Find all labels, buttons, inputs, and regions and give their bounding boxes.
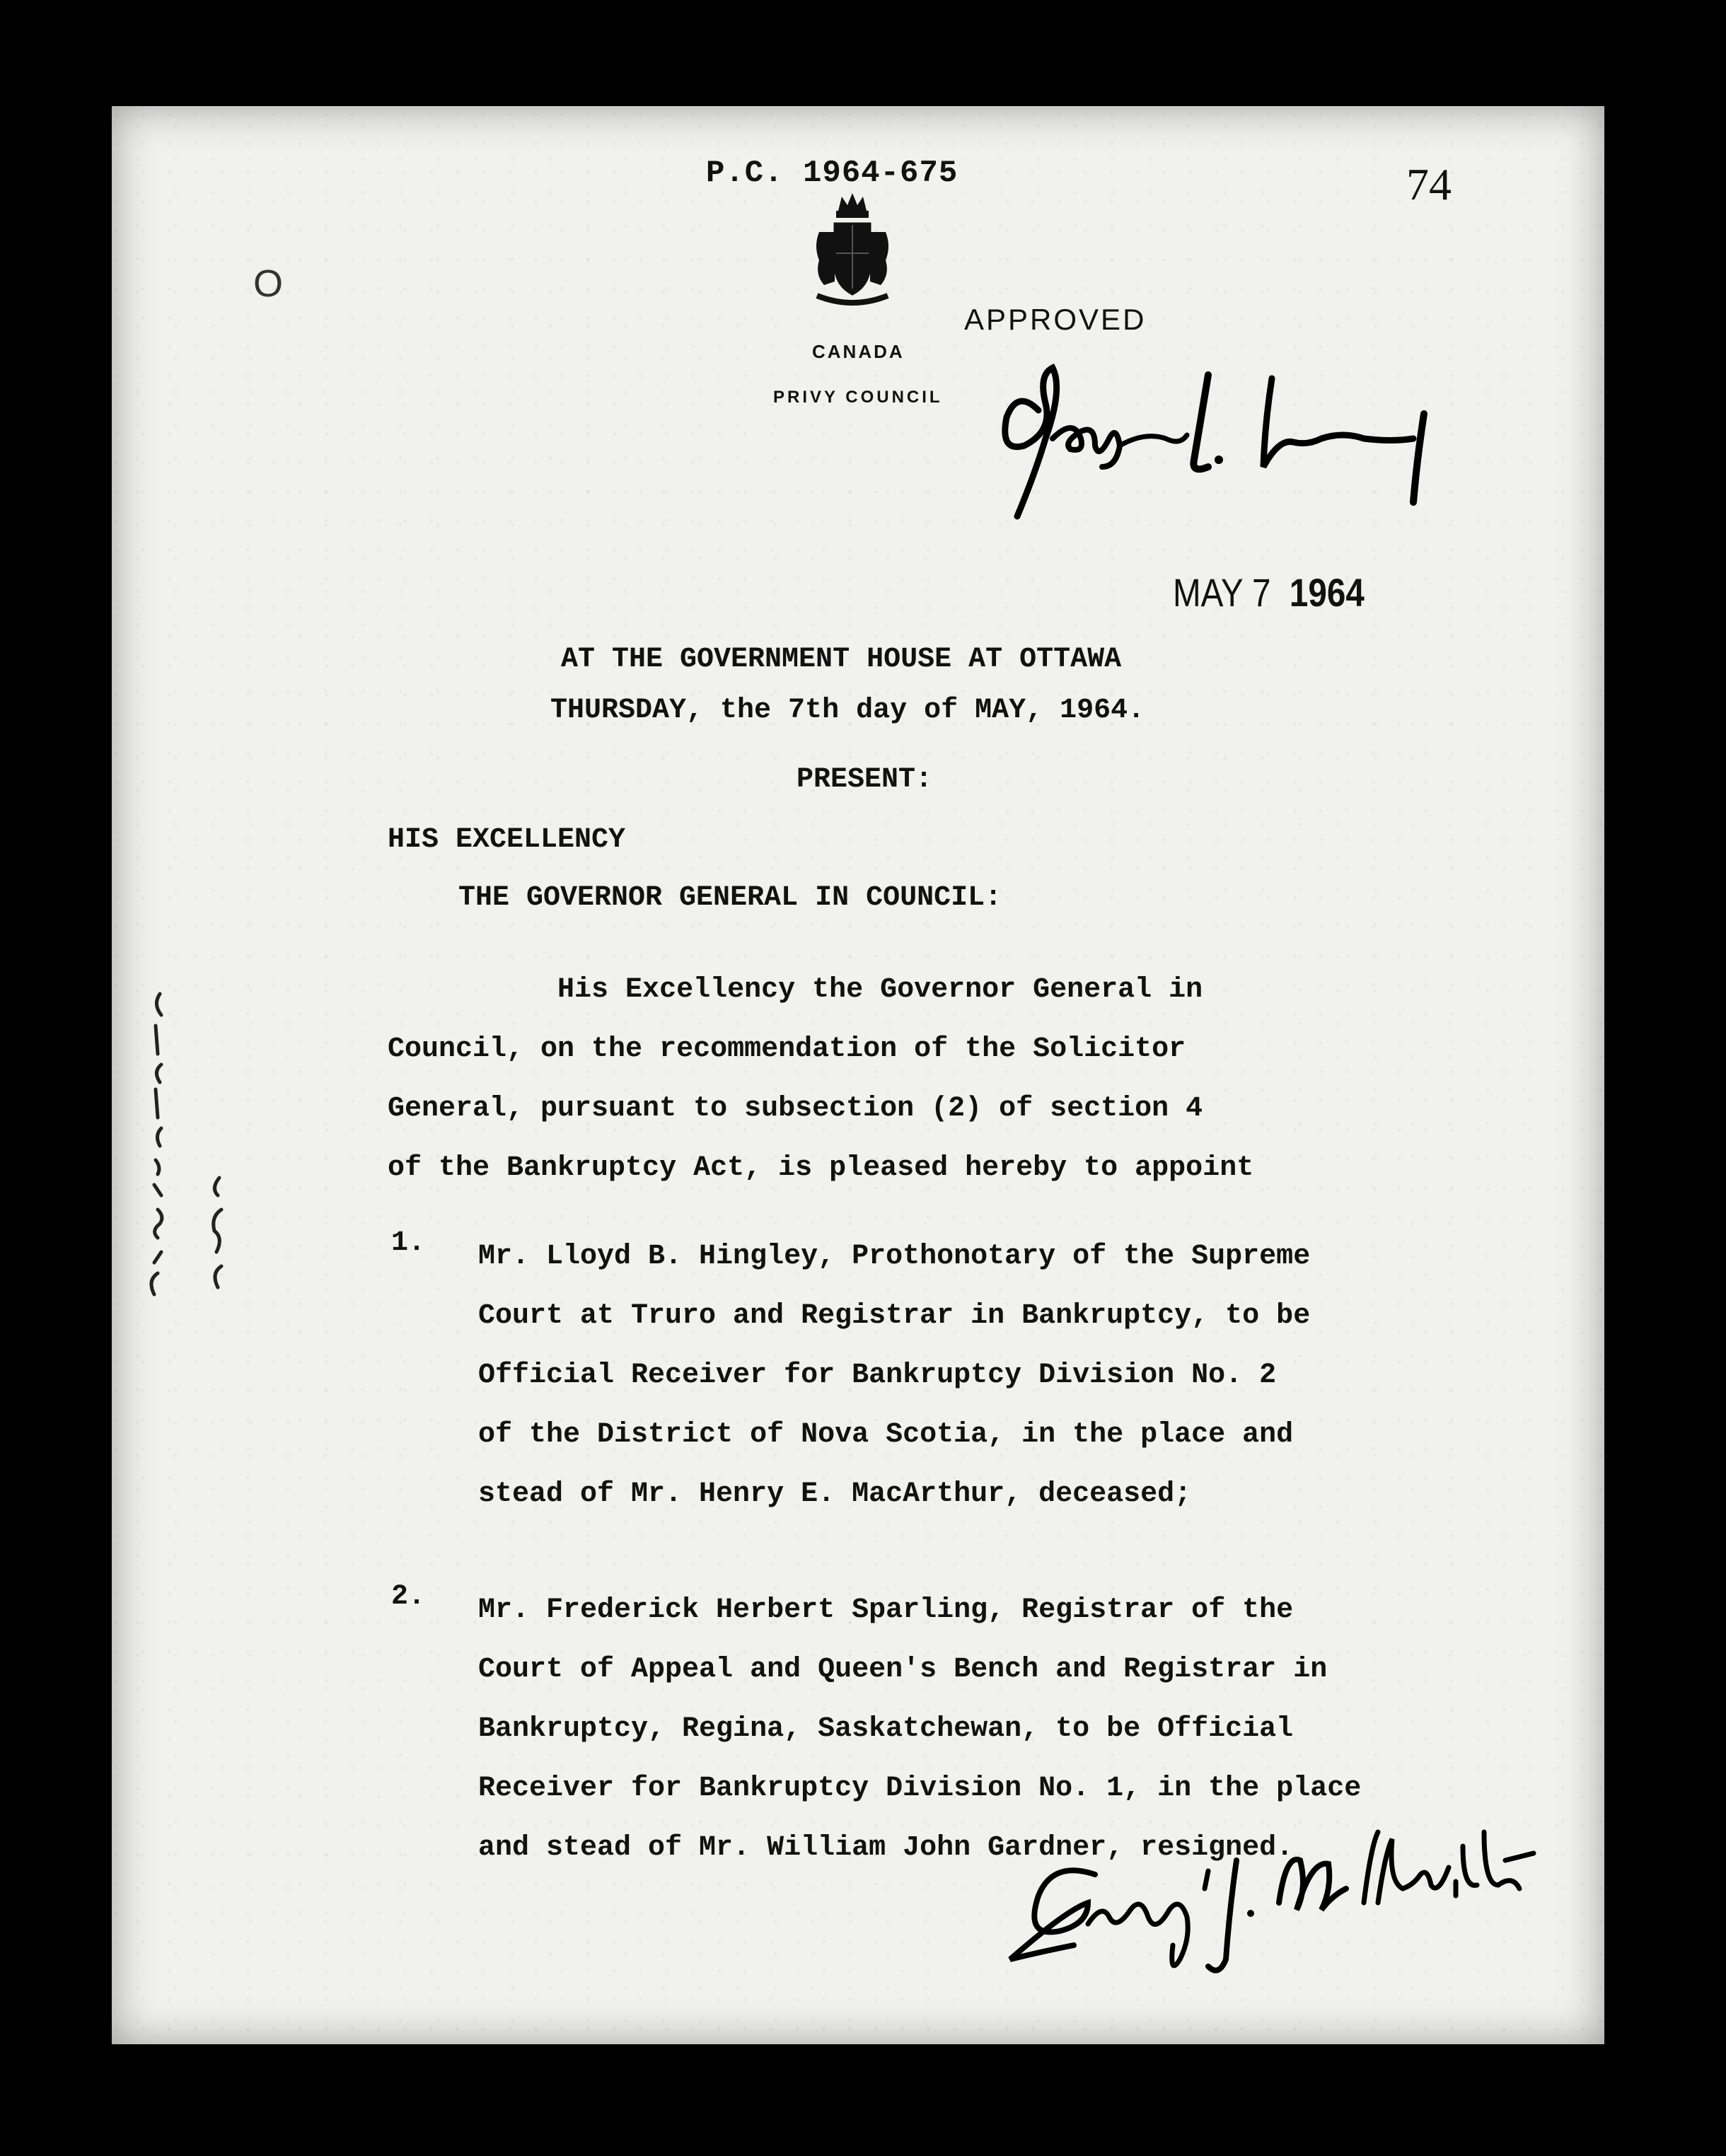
- approved-stamp: APPROVED: [964, 303, 1147, 336]
- date-heading: THURSDAY, the 7th day of MAY, 1964.: [550, 695, 1145, 726]
- item-line: of the District of Nova Scotia, in the place and: [478, 1419, 1294, 1451]
- received-date-stamp: [1173, 569, 1365, 615]
- date-stamp-month-day: MAY 7: [1173, 570, 1271, 615]
- item-line: Mr. Frederick Herbert Sparling, Registrar of the: [478, 1594, 1294, 1626]
- page-number: 74: [1406, 159, 1452, 209]
- seal-country-label: CANADA: [812, 341, 905, 362]
- governor-in-council-heading: THE GOVERNOR GENERAL IN COUNCIL:: [458, 882, 1002, 914]
- his-excellency-heading: HIS EXCELLENCY: [388, 824, 626, 856]
- intro-line: Council, on the recommendation of the Solicitor: [388, 1033, 1186, 1065]
- item-number: 2.: [391, 1581, 426, 1613]
- intro-line: of the Bankruptcy Act, is pleased hereby to appoint: [388, 1152, 1254, 1184]
- item-number: 1.: [391, 1227, 426, 1259]
- coat-of-arms-icon: [806, 190, 898, 310]
- solicitor-general-signature: [996, 1818, 1548, 1981]
- intro-line: General, pursuant to subsection (2) of section 4: [388, 1093, 1203, 1125]
- item-line: Mr. Lloyd B. Hingley, Prothonotary of the Supreme: [478, 1241, 1311, 1273]
- item-line: Bankruptcy, Regina, Saskatchewan, to be Official: [478, 1713, 1294, 1745]
- item-line: Court of Appeal and Queen's Bench and Registrar in: [478, 1654, 1328, 1686]
- order-in-council-number: P.C. 1964-675: [706, 156, 958, 191]
- item-line: Official Receiver for Bankruptcy Division No. 2: [478, 1360, 1277, 1391]
- appointment-item: [478, 1227, 1310, 1524]
- item-line: stead of Mr. Henry E. MacArthur, deceased;: [478, 1478, 1192, 1510]
- present-heading: PRESENT:: [797, 764, 933, 796]
- punch-hole-mark: O: [253, 262, 284, 305]
- place-heading: AT THE GOVERNMENT HOUSE AT OTTAWA: [561, 644, 1122, 676]
- item-line: and stead of Mr. William John Gardner, resigned.: [478, 1832, 1294, 1864]
- document-page: [112, 106, 1604, 2044]
- item-line: Receiver for Bankruptcy Division No. 1, in the place: [478, 1773, 1362, 1804]
- intro-paragraph: [388, 961, 1253, 1198]
- intro-line: His Excellency the Governor General in: [388, 974, 1203, 1006]
- seal-council-label: PRIVY COUNCIL: [773, 388, 943, 407]
- date-stamp-year: 1964: [1289, 570, 1365, 615]
- margin-annotation: [140, 983, 246, 1309]
- governor-general-signature: [996, 361, 1449, 531]
- item-line: Court at Truro and Registrar in Bankruptcy, to be: [478, 1300, 1311, 1332]
